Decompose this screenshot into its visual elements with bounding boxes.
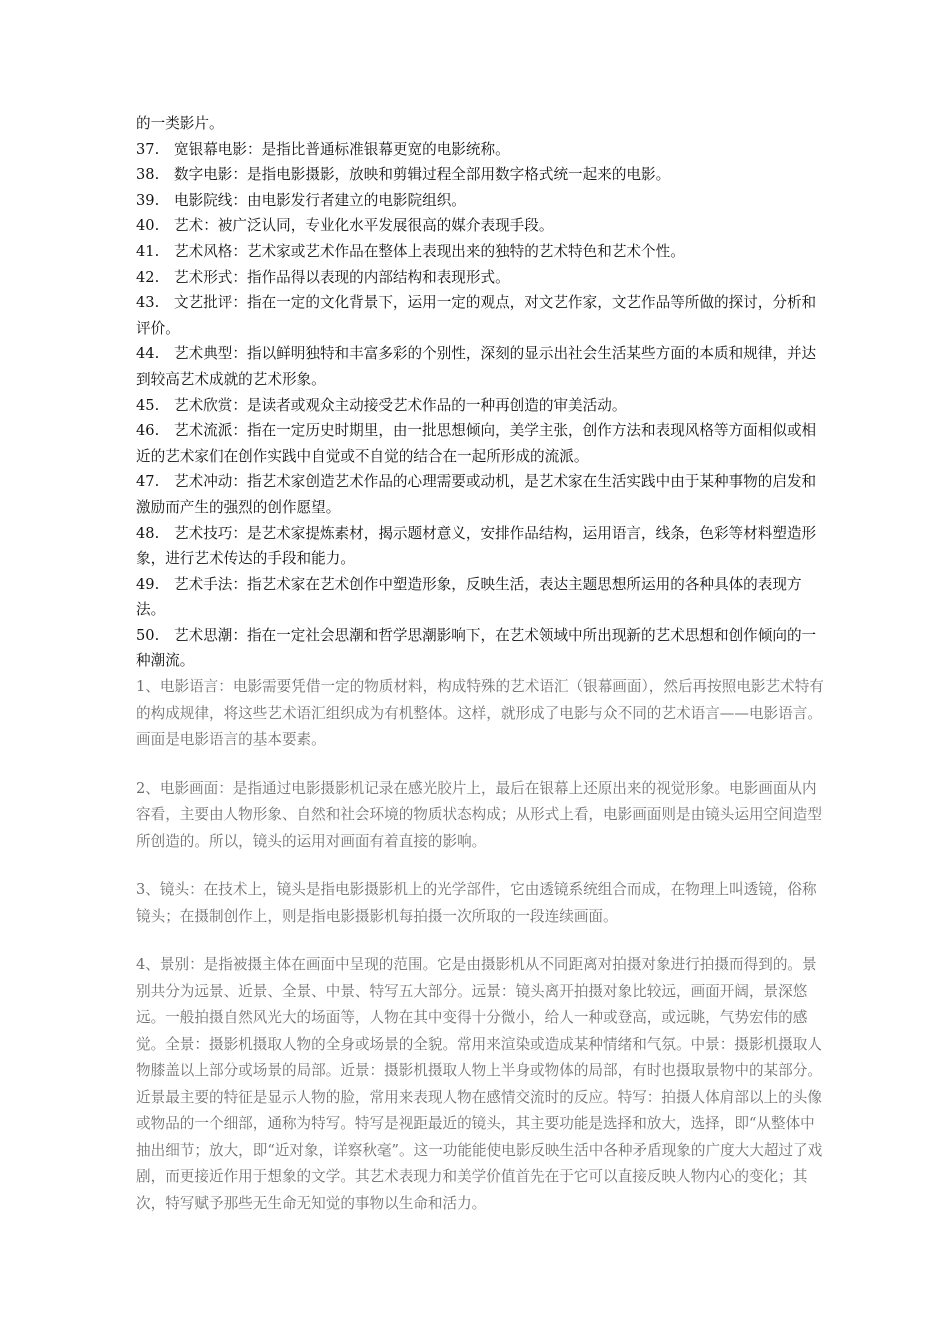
term-49 xyxy=(136,572,826,623)
term-number: 44. xyxy=(136,345,160,363)
term-number: 43. xyxy=(136,294,160,312)
term-47 xyxy=(136,469,826,520)
term-37 xyxy=(136,137,826,163)
term-38 xyxy=(136,162,826,188)
definition-shot-size: 4、景别：是指被摄主体在画面中呈现的范围。它是由摄影机从不同距离对拍摄对象进行拍摄而得到的。景别共分为远景、近景、全景、中景、特写五大部分。远景：镜头离开拍摄对象比较远，画面开阔，景深悠远。一般拍摄自然风光大的场面等，人物在其中变得十分微小，给人一种或登高，或远眺，气势宏伟的感觉。全景：摄影机摄取人物的全身或场景的全貌。常用来渲染或造成某种情绪和气氛。中景：摄影机摄取人物膝盖以上部分或场景的局部。近景：摄影机摄取人物上半身或物体的局部，有时也摄取景物中的某部分。近景最主要的特征是显示人物的脸，常用来表现人物在感情交流时的反应。特写：拍摄人体肩部以上的头像或物品的一个细部，通称为特写。特写是视距最近的镜头，其主要功能是选择和放大，选择，即“从整体中抽出细节；放大，即“近对象，详察秋毫”。这一功能能使电影反映生活中各种矛盾现象的广度大大超过了戏剧，而更接近作用于想象的文学。其艺术表现力和美学价值首先在于它可以直接反映人物内心的变化；其次，特写赋予那些无生命无知觉的事物以生命和活力。 xyxy=(136,956,823,1212)
term-number: 37. xyxy=(136,140,160,158)
term-45 xyxy=(136,393,826,419)
term-43 xyxy=(136,290,826,341)
term-number: 42. xyxy=(136,268,160,286)
term-number: 40. xyxy=(136,217,160,235)
term-text: 数字电影：是指电影摄影，放映和剪辑过程全部用数字格式统一起来的电影。 xyxy=(174,166,671,184)
term-text: 艺术技巧：是艺术家提炼素材，揭示题材意义，安排作品结构，运用语言，线条，色彩等材料塑造形象，进行艺术传达的手段和能力。 xyxy=(136,524,817,568)
term-number: 41. xyxy=(136,242,160,260)
term-text: 艺术冲动：指艺术家创造艺术作品的心理需要或动机，是艺术家在生活实践中由于某种事物的启发和激励而产生的强烈的创作愿望。 xyxy=(136,473,817,516)
term-39 xyxy=(136,188,826,214)
term-48 xyxy=(136,521,826,572)
term-text: 艺术风格：艺术家或艺术作品在整体上表现出来的独特的艺术特色和艺术个性。 xyxy=(174,242,685,260)
term-number: 46. xyxy=(136,422,160,440)
term-list xyxy=(136,111,826,674)
definition-film-frame: 2、电影画面：是指通过电影摄影机记录在感光胶片上，最后在银幕上还原出来的视觉形象。电影画面从内容看，主要由人物形象、自然和社会环境的物质状态构成；从形式上看，电影画面则是由镜头运用空间造型所创造的。所以，镜头的运用对画面有着直接的影响。 xyxy=(136,779,822,850)
term-text: 艺术典型：指以鲜明独特和丰富多彩的个别性，深刻的显示出社会生活某些方面的本质和规律，并达到较高艺术成就的艺术形象。 xyxy=(136,345,817,388)
term-text: 艺术形式：指作品得以表现的内部结构和表现形式。 xyxy=(174,268,510,286)
term-text: 艺术流派：指在一定历史时期里，由一批思想倾向，美学主张，创作方法和表现风格等方面相似或相近的艺术家们在创作实践中自觉或不自觉的结合在一起所形成的流派。 xyxy=(136,422,817,465)
term-41 xyxy=(136,239,826,265)
term-42 xyxy=(136,265,826,291)
term-text: 艺术：被广泛认同，专业化水平发展很高的媒介表现手段。 xyxy=(174,217,554,235)
definition-shot: 3、镜头：在技术上，镜头是指电影摄影机上的光学部件，它由透镜系统组合而成，在物理上叫透镜，俗称镜头；在摄制创作上，则是指电影摄影机每拍摄一次所取的一段连续画面。 xyxy=(136,881,817,925)
term-50 xyxy=(136,623,826,674)
term-number: 49. xyxy=(136,575,160,593)
term-number: 47. xyxy=(136,473,160,491)
term-number: 50. xyxy=(136,626,160,644)
term-text: 艺术欣赏：是读者或观众主动接受艺术作品的一种再创造的审美活动。 xyxy=(174,396,627,414)
term-number: 39. xyxy=(136,191,160,209)
term-number: 38. xyxy=(136,166,160,184)
term-44 xyxy=(136,341,826,392)
term-text: 宽银幕电影：是指比普通标准银幕更宽的电影统称。 xyxy=(174,140,510,158)
definition-film-language: 1、电影语言：电影需要凭借一定的物质材料，构成特殊的艺术语汇（银幕画面），然后再按照电影艺术特有的构成规律，将这些艺术语汇组织成为有机整体。这样，就形成了电影与众不同的艺术语言——电影语言。画面是电影语言的基本要素。 xyxy=(136,678,824,749)
document-page xyxy=(136,111,826,1217)
definition-list xyxy=(136,674,826,1217)
term-text: 艺术思潮：指在一定社会思潮和哲学思潮影响下，在艺术领域中所出现新的艺术思想和创作倾向的一种潮流。 xyxy=(136,626,817,670)
term-number: 48. xyxy=(136,524,160,542)
term-number: 45. xyxy=(136,396,160,414)
term-text: 电影院线：由电影发行者建立的电影院组织。 xyxy=(174,191,466,209)
term-46 xyxy=(136,418,826,469)
term-text: 艺术手法：指艺术家在艺术创作中塑造形象，反映生活，表达主题思想所运用的各种具体的表现方法。 xyxy=(136,575,802,619)
term-text: 文艺批评：指在一定的文化背景下，运用一定的观点，对文艺作家，文艺作品等所做的探讨，分析和评价。 xyxy=(136,294,817,337)
continued-line: 的一类影片。 xyxy=(136,115,224,132)
term-40 xyxy=(136,213,826,239)
